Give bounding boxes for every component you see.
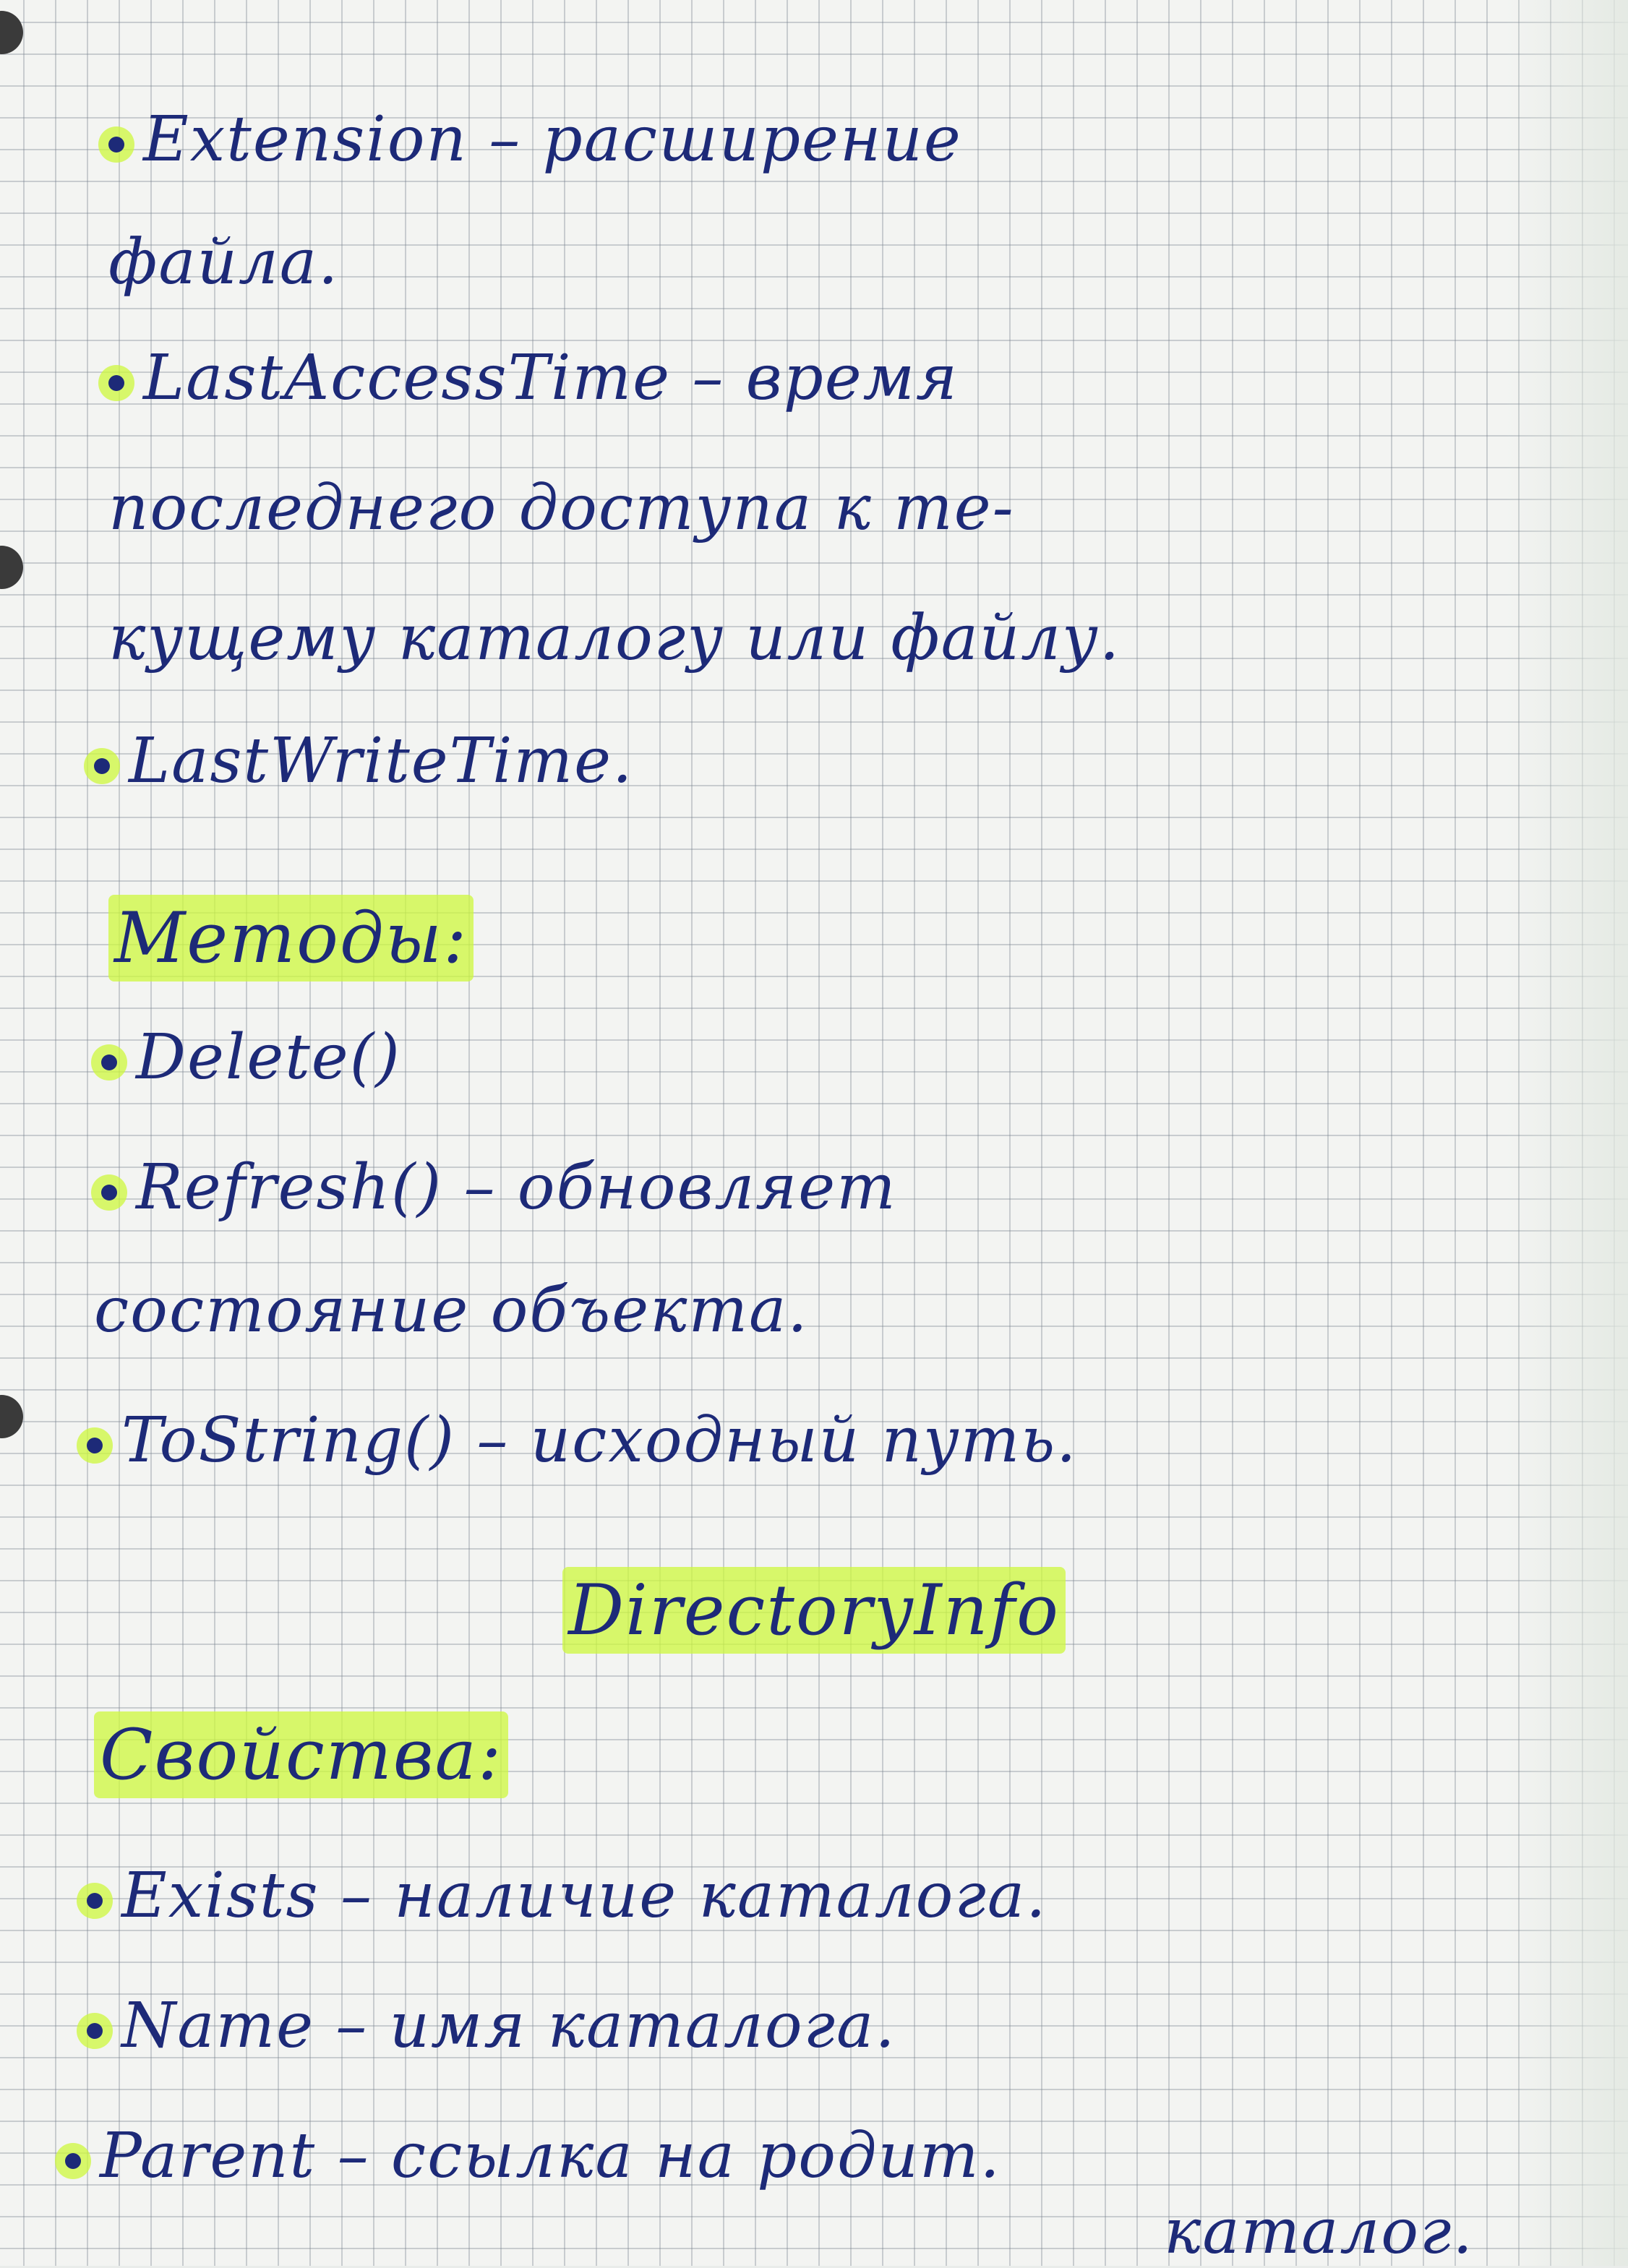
methods-heading: Методы: xyxy=(108,903,474,973)
note-line-exists: Exists – наличие каталога. xyxy=(87,1865,1048,1927)
note-line-last-write-time: LastWriteTime. xyxy=(94,730,633,792)
page-edge-shading xyxy=(1505,0,1628,2266)
bullet-marker xyxy=(87,2023,103,2039)
bullet-marker xyxy=(108,375,124,391)
bullet-marker xyxy=(101,1185,117,1200)
note-line-last-access-time-cont2: кущему каталогу или файлу. xyxy=(108,602,1121,674)
bullet-marker xyxy=(108,137,124,153)
note-line-delete: Delete() xyxy=(101,1026,401,1088)
bullet-marker xyxy=(101,1054,117,1070)
note-line-name: Name – имя каталога. xyxy=(87,1995,896,2057)
note-line-extension-cont: файла. xyxy=(108,226,340,298)
bullet-marker xyxy=(94,758,110,774)
note-line-tostring: ToString() – исходный путь. xyxy=(87,1409,1078,1472)
note-line-parent-cont: каталог. xyxy=(1164,2196,1474,2268)
note-line-parent: Parent – ссылка на родит. xyxy=(65,2125,1001,2187)
directoryinfo-heading: DirectoryInfo xyxy=(0,1576,1628,1645)
note-line-extension: Extension – расширение xyxy=(108,108,962,171)
bullet-marker xyxy=(87,1438,103,1453)
note-line-last-access-time: LastAccessTime – время xyxy=(108,347,959,409)
properties-heading: Свойства: xyxy=(94,1720,508,1790)
note-line-refresh: Refresh() – обновляет xyxy=(101,1156,897,1219)
bullet-marker xyxy=(65,2153,81,2169)
bullet-marker xyxy=(87,1893,103,1909)
note-line-last-access-time-cont1: последнего доступа к те- xyxy=(108,472,1015,544)
note-line-refresh-cont: состояние объекта. xyxy=(94,1274,809,1346)
